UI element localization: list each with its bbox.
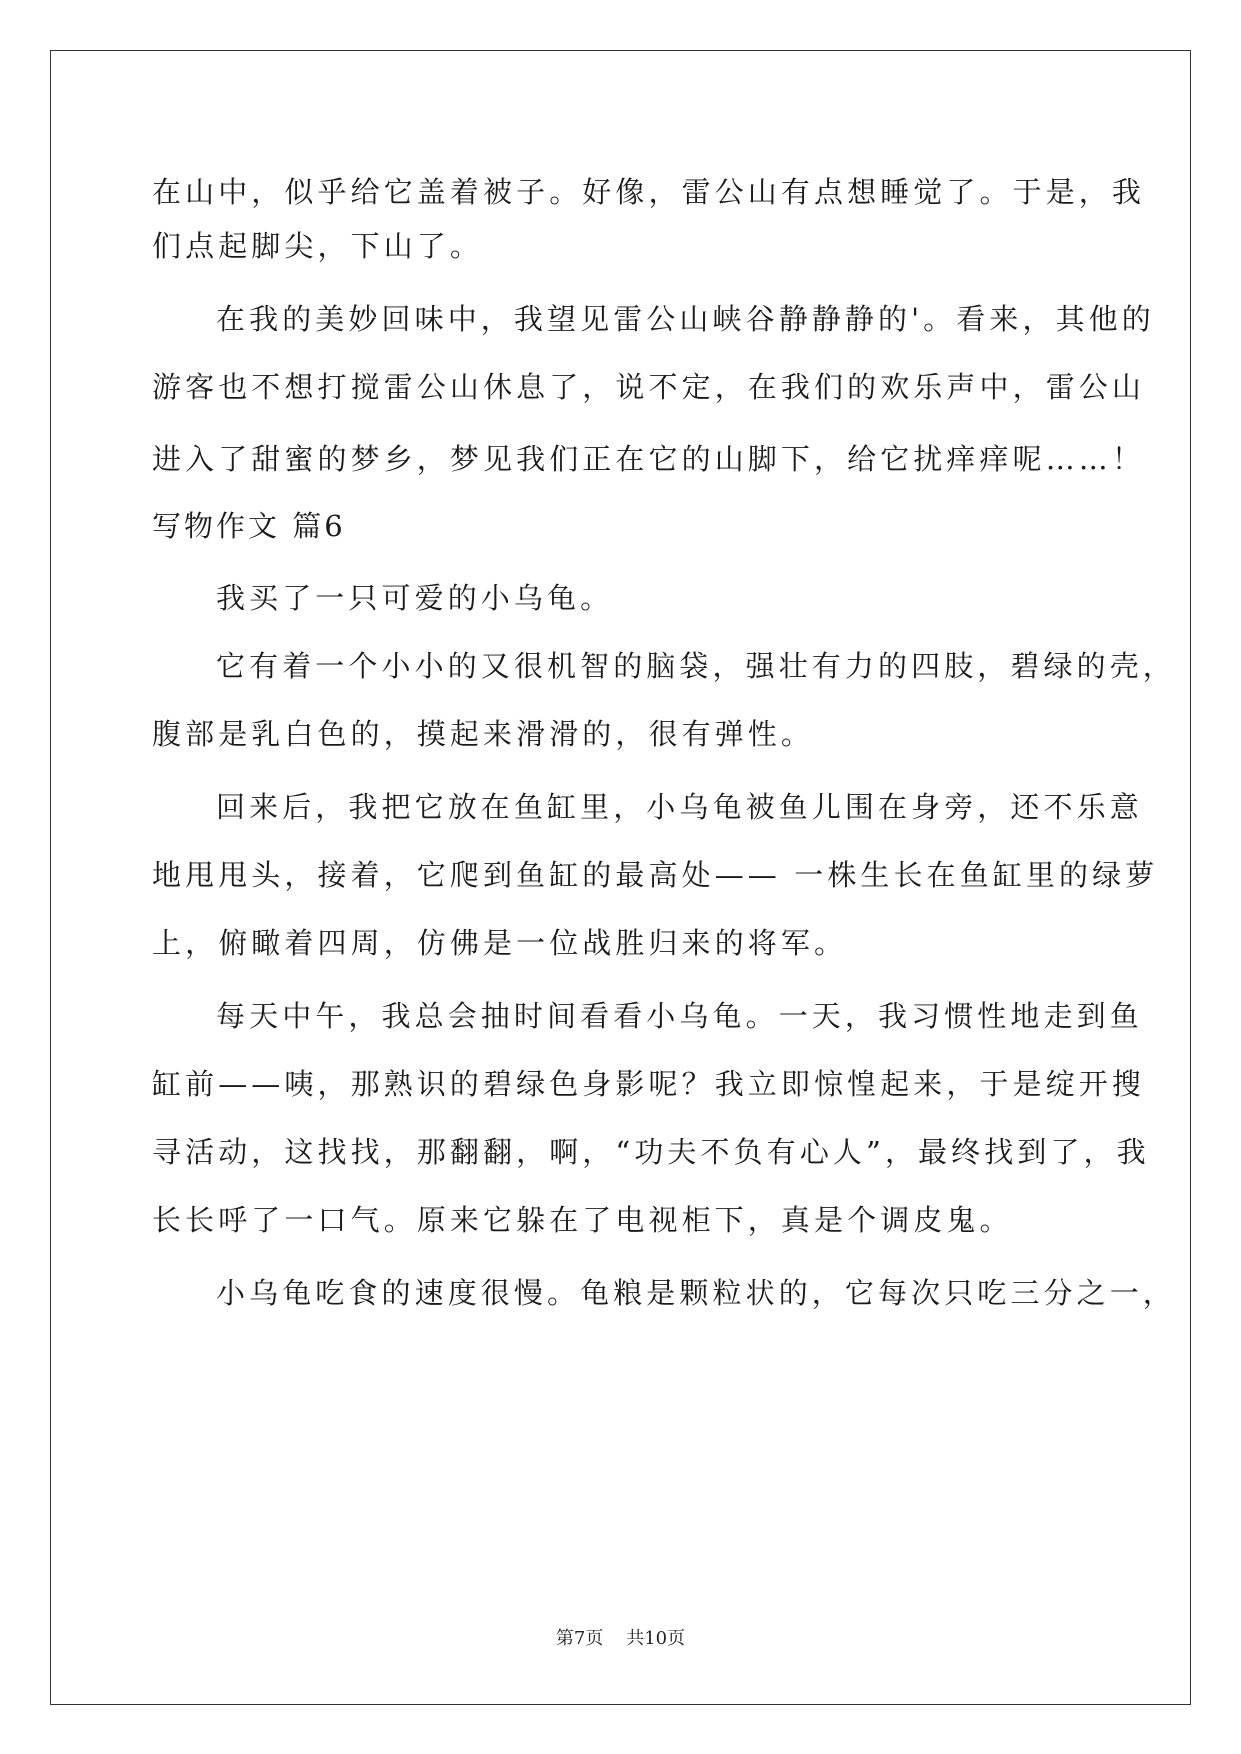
paragraph-line: 回来后，我把它放在鱼缸里，小乌龟被鱼儿围在身旁，还不乐意 (216, 790, 1143, 824)
text-line: 寻活动，这找找，那翻翻，啊，“功夫不负有心人”，最终找到了，我 (152, 1135, 1150, 1169)
text-line: 腹部是乳白色的，摸起来滑滑的，很有弹性。 (152, 717, 815, 751)
text-line: 地甩甩头，接着，它爬到鱼缸的最高处—— 一株生长在鱼缸里的绿萝 (152, 858, 1159, 892)
paragraph-line: 它有着一个小小的又很机智的脑袋，强壮有力的四肢，碧绿的壳， (216, 649, 1176, 683)
page-number: 第7页 (555, 1628, 604, 1649)
text-line: 上，俯瞰着四周，仿佛是一位战胜归来的将军。 (152, 926, 848, 960)
paragraph-line: 每天中午，我总会抽时间看看小乌龟。一天，我习惯性地走到鱼 (216, 999, 1143, 1033)
text-line: 游客也不想打搅雷公山休息了，说不定，在我们的欢乐声中，雷公山 (152, 370, 1146, 404)
paragraph-line: 我买了一只可爱的小乌龟。 (216, 581, 614, 615)
section-heading: 写物作文 篇6 (152, 509, 346, 543)
text-line: 缸前——咦，那熟识的碧绿色身影呢？我立即惊惶起来，于是绽开搜 (152, 1067, 1146, 1101)
total-pages: 共10页 (626, 1628, 686, 1649)
text-line: 在山中，似乎给它盖着被子。好像，雷公山有点想睡觉了。于是，我 (152, 175, 1146, 209)
paragraph-line: 在我的美妙回味中，我望见雷公山峡谷静静静的'。看来，其他的 (216, 302, 1155, 336)
text-line: 长长呼了一口气。原来它躲在了电视柜下，真是个调皮鬼。 (152, 1203, 1013, 1237)
paragraph-line: 小乌龟吃食的速度很慢。龟粮是颗粒状的，它每次只吃三分之一， (216, 1276, 1176, 1310)
page-footer (0, 1627, 1241, 1651)
text-line: 进入了甜蜜的梦乡，梦见我们正在它的山脚下，给它扰痒痒呢……！ (152, 442, 1146, 476)
text-line: 们点起脚尖，下山了。 (152, 229, 484, 263)
